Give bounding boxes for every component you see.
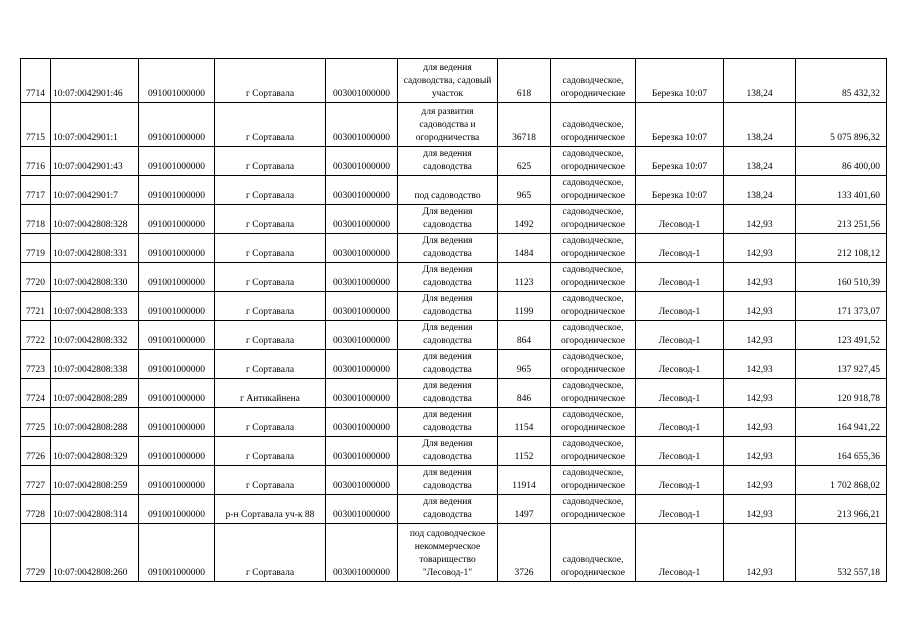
cell-zone-code: 003001000000 bbox=[326, 205, 398, 234]
cell-permitted-use: для ведения садоводства bbox=[398, 379, 498, 408]
cell-location: г Сортавала bbox=[215, 350, 326, 379]
cell-association: Лесовод-1 bbox=[636, 408, 724, 437]
table-row bbox=[21, 234, 887, 263]
cell-permitted-use: Для ведения садоводства bbox=[398, 292, 498, 321]
cell-association: Лесовод-1 bbox=[636, 205, 724, 234]
cell-location: г Сортавала bbox=[215, 466, 326, 495]
cell-row-number: 7716 bbox=[21, 147, 51, 176]
cell-specific-value: 142,93 bbox=[724, 292, 796, 321]
cell-permitted-use: для ведения садоводства bbox=[398, 147, 498, 176]
table-row bbox=[21, 263, 887, 292]
cell-permitted-use: под садоводческое некоммерческое товарищество "Лесовод-1" bbox=[398, 524, 498, 582]
cell-cadastral-value: 171 373,07 bbox=[796, 292, 887, 321]
cell-cadastral-value: 133 401,60 bbox=[796, 176, 887, 205]
cell-cadastral-number: 10:07:0042808:288 bbox=[51, 408, 139, 437]
cell-location: г Сортавала bbox=[215, 321, 326, 350]
cell-location: г Сортавала bbox=[215, 176, 326, 205]
cell-area: 864 bbox=[498, 321, 551, 350]
cell-oktmo-code: 091001000000 bbox=[139, 234, 215, 263]
cell-row-number: 7728 bbox=[21, 495, 51, 524]
cell-area: 625 bbox=[498, 147, 551, 176]
cell-oktmo-code: 091001000000 bbox=[139, 495, 215, 524]
cell-cadastral-number: 10:07:0042808:289 bbox=[51, 379, 139, 408]
cell-permitted-use: под садоводство bbox=[398, 176, 498, 205]
cell-area: 1484 bbox=[498, 234, 551, 263]
cell-association: Березка 10:07 bbox=[636, 176, 724, 205]
cell-association: Лесовод-1 bbox=[636, 263, 724, 292]
cell-land-use-type: садоводческое, огородническое bbox=[551, 176, 636, 205]
cell-zone-code: 003001000000 bbox=[326, 408, 398, 437]
table-row bbox=[21, 408, 887, 437]
cell-specific-value: 142,93 bbox=[724, 205, 796, 234]
cell-specific-value: 142,93 bbox=[724, 495, 796, 524]
cell-land-use-type: садоводческое, огородническое bbox=[551, 147, 636, 176]
cell-zone-code: 003001000000 bbox=[326, 234, 398, 263]
cell-association: Лесовод-1 bbox=[636, 350, 724, 379]
cell-specific-value: 138,24 bbox=[724, 176, 796, 205]
cell-zone-code: 003001000000 bbox=[326, 437, 398, 466]
cell-location: г Сортавала bbox=[215, 524, 326, 582]
cell-land-use-type: садоводческое, огородническое bbox=[551, 234, 636, 263]
cell-permitted-use: для ведения садоводства bbox=[398, 350, 498, 379]
cell-specific-value: 142,93 bbox=[724, 263, 796, 292]
cell-cadastral-value: 160 510,39 bbox=[796, 263, 887, 292]
cell-permitted-use: Для ведения садоводства bbox=[398, 205, 498, 234]
cell-cadastral-number: 10:07:0042901:7 bbox=[51, 176, 139, 205]
cell-cadastral-value: 1 702 868,02 bbox=[796, 466, 887, 495]
cell-land-use-type: садоводческое, огородническое bbox=[551, 437, 636, 466]
cell-cadastral-number: 10:07:0042808:330 bbox=[51, 263, 139, 292]
table-row bbox=[21, 103, 887, 147]
table-body bbox=[21, 59, 887, 582]
cell-location: г Сортавала bbox=[215, 59, 326, 103]
cell-association: Лесовод-1 bbox=[636, 379, 724, 408]
cell-area: 36718 bbox=[498, 103, 551, 147]
cell-oktmo-code: 091001000000 bbox=[139, 59, 215, 103]
cell-cadastral-number: 10:07:0042808:331 bbox=[51, 234, 139, 263]
cell-specific-value: 138,24 bbox=[724, 59, 796, 103]
table-row bbox=[21, 437, 887, 466]
cell-cadastral-number: 10:07:0042808:314 bbox=[51, 495, 139, 524]
cell-land-use-type: садоводческое, огородническое bbox=[551, 205, 636, 234]
cell-zone-code: 003001000000 bbox=[326, 147, 398, 176]
cell-row-number: 7724 bbox=[21, 379, 51, 408]
table-row bbox=[21, 176, 887, 205]
cell-row-number: 7722 bbox=[21, 321, 51, 350]
cell-cadastral-value: 213 966,21 bbox=[796, 495, 887, 524]
cell-specific-value: 142,93 bbox=[724, 321, 796, 350]
cell-location: г Сортавала bbox=[215, 205, 326, 234]
table-row bbox=[21, 321, 887, 350]
table-row bbox=[21, 59, 887, 103]
cell-cadastral-value: 120 918,78 bbox=[796, 379, 887, 408]
cell-area: 3726 bbox=[498, 524, 551, 582]
cell-oktmo-code: 091001000000 bbox=[139, 437, 215, 466]
cell-association: Лесовод-1 bbox=[636, 495, 724, 524]
cell-cadastral-number: 10:07:0042901:1 bbox=[51, 103, 139, 147]
cell-area: 846 bbox=[498, 379, 551, 408]
cell-permitted-use: для ведения садоводства bbox=[398, 466, 498, 495]
cell-location: г Антикайнена bbox=[215, 379, 326, 408]
table-row bbox=[21, 350, 887, 379]
cell-area: 1152 bbox=[498, 437, 551, 466]
cell-oktmo-code: 091001000000 bbox=[139, 408, 215, 437]
cell-cadastral-value: 137 927,45 bbox=[796, 350, 887, 379]
cell-zone-code: 003001000000 bbox=[326, 176, 398, 205]
cell-specific-value: 142,93 bbox=[724, 524, 796, 582]
cell-cadastral-value: 213 251,56 bbox=[796, 205, 887, 234]
cell-oktmo-code: 091001000000 bbox=[139, 350, 215, 379]
cell-zone-code: 003001000000 bbox=[326, 59, 398, 103]
cell-specific-value: 142,93 bbox=[724, 466, 796, 495]
cell-cadastral-number: 10:07:0042808:338 bbox=[51, 350, 139, 379]
cell-cadastral-number: 10:07:0042901:43 bbox=[51, 147, 139, 176]
cell-area: 1123 bbox=[498, 263, 551, 292]
cell-area: 965 bbox=[498, 176, 551, 205]
cell-land-use-type: садоводческое, огородническое bbox=[551, 321, 636, 350]
cell-land-use-type: садоводческое, огородническое bbox=[551, 408, 636, 437]
cell-oktmo-code: 091001000000 bbox=[139, 524, 215, 582]
cell-land-use-type: садоводческое, огороднические bbox=[551, 59, 636, 103]
cell-location: г Сортавала bbox=[215, 234, 326, 263]
cell-specific-value: 142,93 bbox=[724, 350, 796, 379]
cell-cadastral-number: 10:07:0042808:259 bbox=[51, 466, 139, 495]
cell-oktmo-code: 091001000000 bbox=[139, 103, 215, 147]
table-row bbox=[21, 495, 887, 524]
table-row bbox=[21, 292, 887, 321]
cell-cadastral-value: 5 075 896,32 bbox=[796, 103, 887, 147]
cell-association: Лесовод-1 bbox=[636, 437, 724, 466]
cell-land-use-type: садоводческое, огородническое bbox=[551, 466, 636, 495]
cell-row-number: 7726 bbox=[21, 437, 51, 466]
cell-specific-value: 138,24 bbox=[724, 147, 796, 176]
cell-area: 1497 bbox=[498, 495, 551, 524]
cell-specific-value: 142,93 bbox=[724, 437, 796, 466]
cell-permitted-use: для ведения садоводства, садовый участок bbox=[398, 59, 498, 103]
cell-association: Лесовод-1 bbox=[636, 524, 724, 582]
cell-row-number: 7720 bbox=[21, 263, 51, 292]
cell-location: г Сортавала bbox=[215, 263, 326, 292]
cell-zone-code: 003001000000 bbox=[326, 524, 398, 582]
cell-oktmo-code: 091001000000 bbox=[139, 205, 215, 234]
cell-specific-value: 142,93 bbox=[724, 234, 796, 263]
cell-land-use-type: садоводческое, огородническое bbox=[551, 379, 636, 408]
cell-land-use-type: садоводческое, огородническое bbox=[551, 524, 636, 582]
table-row bbox=[21, 379, 887, 408]
cell-row-number: 7715 bbox=[21, 103, 51, 147]
cell-row-number: 7723 bbox=[21, 350, 51, 379]
cell-location: г Сортавала bbox=[215, 437, 326, 466]
cell-cadastral-value: 532 557,18 bbox=[796, 524, 887, 582]
cell-permitted-use: Для ведения садоводства bbox=[398, 234, 498, 263]
cell-permitted-use: Для ведения садоводства bbox=[398, 437, 498, 466]
cell-area: 618 bbox=[498, 59, 551, 103]
cell-association: Березка 10:07 bbox=[636, 147, 724, 176]
cell-row-number: 7721 bbox=[21, 292, 51, 321]
cell-location: г Сортавала bbox=[215, 103, 326, 147]
cell-association: Лесовод-1 bbox=[636, 321, 724, 350]
cell-oktmo-code: 091001000000 bbox=[139, 176, 215, 205]
cell-location: г Сортавала bbox=[215, 408, 326, 437]
cell-cadastral-value: 164 655,36 bbox=[796, 437, 887, 466]
cell-land-use-type: садоводческое, огородническое bbox=[551, 103, 636, 147]
cell-cadastral-number: 10:07:0042808:260 bbox=[51, 524, 139, 582]
cell-area: 1199 bbox=[498, 292, 551, 321]
cell-association: Лесовод-1 bbox=[636, 466, 724, 495]
cell-permitted-use: для развития садоводства и огородничества bbox=[398, 103, 498, 147]
cell-zone-code: 003001000000 bbox=[326, 292, 398, 321]
cell-zone-code: 003001000000 bbox=[326, 466, 398, 495]
cell-oktmo-code: 091001000000 bbox=[139, 466, 215, 495]
cell-oktmo-code: 091001000000 bbox=[139, 321, 215, 350]
cadastral-table bbox=[20, 58, 887, 582]
cell-location: г Сортавала bbox=[215, 147, 326, 176]
cell-area: 11914 bbox=[498, 466, 551, 495]
cell-row-number: 7727 bbox=[21, 466, 51, 495]
cell-area: 965 bbox=[498, 350, 551, 379]
cell-oktmo-code: 091001000000 bbox=[139, 292, 215, 321]
cell-area: 1492 bbox=[498, 205, 551, 234]
cell-location: г Сортавала bbox=[215, 292, 326, 321]
cell-cadastral-number: 10:07:0042808:328 bbox=[51, 205, 139, 234]
cell-area: 1154 bbox=[498, 408, 551, 437]
cell-association: Березка 10:07 bbox=[636, 103, 724, 147]
cell-land-use-type: садоводческое, огородническое bbox=[551, 495, 636, 524]
cell-zone-code: 003001000000 bbox=[326, 321, 398, 350]
cell-land-use-type: садоводческое, огородническое bbox=[551, 350, 636, 379]
cell-specific-value: 142,93 bbox=[724, 408, 796, 437]
cell-permitted-use: Для ведения садоводства bbox=[398, 321, 498, 350]
cell-oktmo-code: 091001000000 bbox=[139, 147, 215, 176]
cell-land-use-type: садоводческое, огородническое bbox=[551, 292, 636, 321]
cell-cadastral-value: 86 400,00 bbox=[796, 147, 887, 176]
cell-association: Березка 10:07 bbox=[636, 59, 724, 103]
cell-row-number: 7717 bbox=[21, 176, 51, 205]
cell-association: Лесовод-1 bbox=[636, 292, 724, 321]
cell-cadastral-value: 123 491,52 bbox=[796, 321, 887, 350]
cell-permitted-use: для ведения садоводства bbox=[398, 495, 498, 524]
cell-cadastral-number: 10:07:0042808:333 bbox=[51, 292, 139, 321]
cell-zone-code: 003001000000 bbox=[326, 379, 398, 408]
table-row bbox=[21, 147, 887, 176]
cell-cadastral-value: 212 108,12 bbox=[796, 234, 887, 263]
cell-specific-value: 142,93 bbox=[724, 379, 796, 408]
table-row bbox=[21, 466, 887, 495]
cell-location: р-н Сортавала уч-к 88 bbox=[215, 495, 326, 524]
cell-row-number: 7729 bbox=[21, 524, 51, 582]
cell-association: Лесовод-1 bbox=[636, 234, 724, 263]
table-row bbox=[21, 205, 887, 234]
cell-cadastral-number: 10:07:0042808:329 bbox=[51, 437, 139, 466]
cell-cadastral-number: 10:07:0042808:332 bbox=[51, 321, 139, 350]
cell-cadastral-value: 85 432,32 bbox=[796, 59, 887, 103]
cell-row-number: 7714 bbox=[21, 59, 51, 103]
cell-zone-code: 003001000000 bbox=[326, 263, 398, 292]
cell-cadastral-number: 10:07:0042901:46 bbox=[51, 59, 139, 103]
cell-land-use-type: садоводческое, огородническое bbox=[551, 263, 636, 292]
cell-oktmo-code: 091001000000 bbox=[139, 263, 215, 292]
cell-row-number: 7725 bbox=[21, 408, 51, 437]
table-row bbox=[21, 524, 887, 582]
cell-row-number: 7719 bbox=[21, 234, 51, 263]
cell-zone-code: 003001000000 bbox=[326, 350, 398, 379]
cell-row-number: 7718 bbox=[21, 205, 51, 234]
cell-zone-code: 003001000000 bbox=[326, 103, 398, 147]
cell-permitted-use: для ведения садоводства bbox=[398, 408, 498, 437]
cell-specific-value: 138,24 bbox=[724, 103, 796, 147]
cell-zone-code: 003001000000 bbox=[326, 495, 398, 524]
cell-oktmo-code: 091001000000 bbox=[139, 379, 215, 408]
cell-cadastral-value: 164 941,22 bbox=[796, 408, 887, 437]
cell-permitted-use: Для ведения садоводства bbox=[398, 263, 498, 292]
